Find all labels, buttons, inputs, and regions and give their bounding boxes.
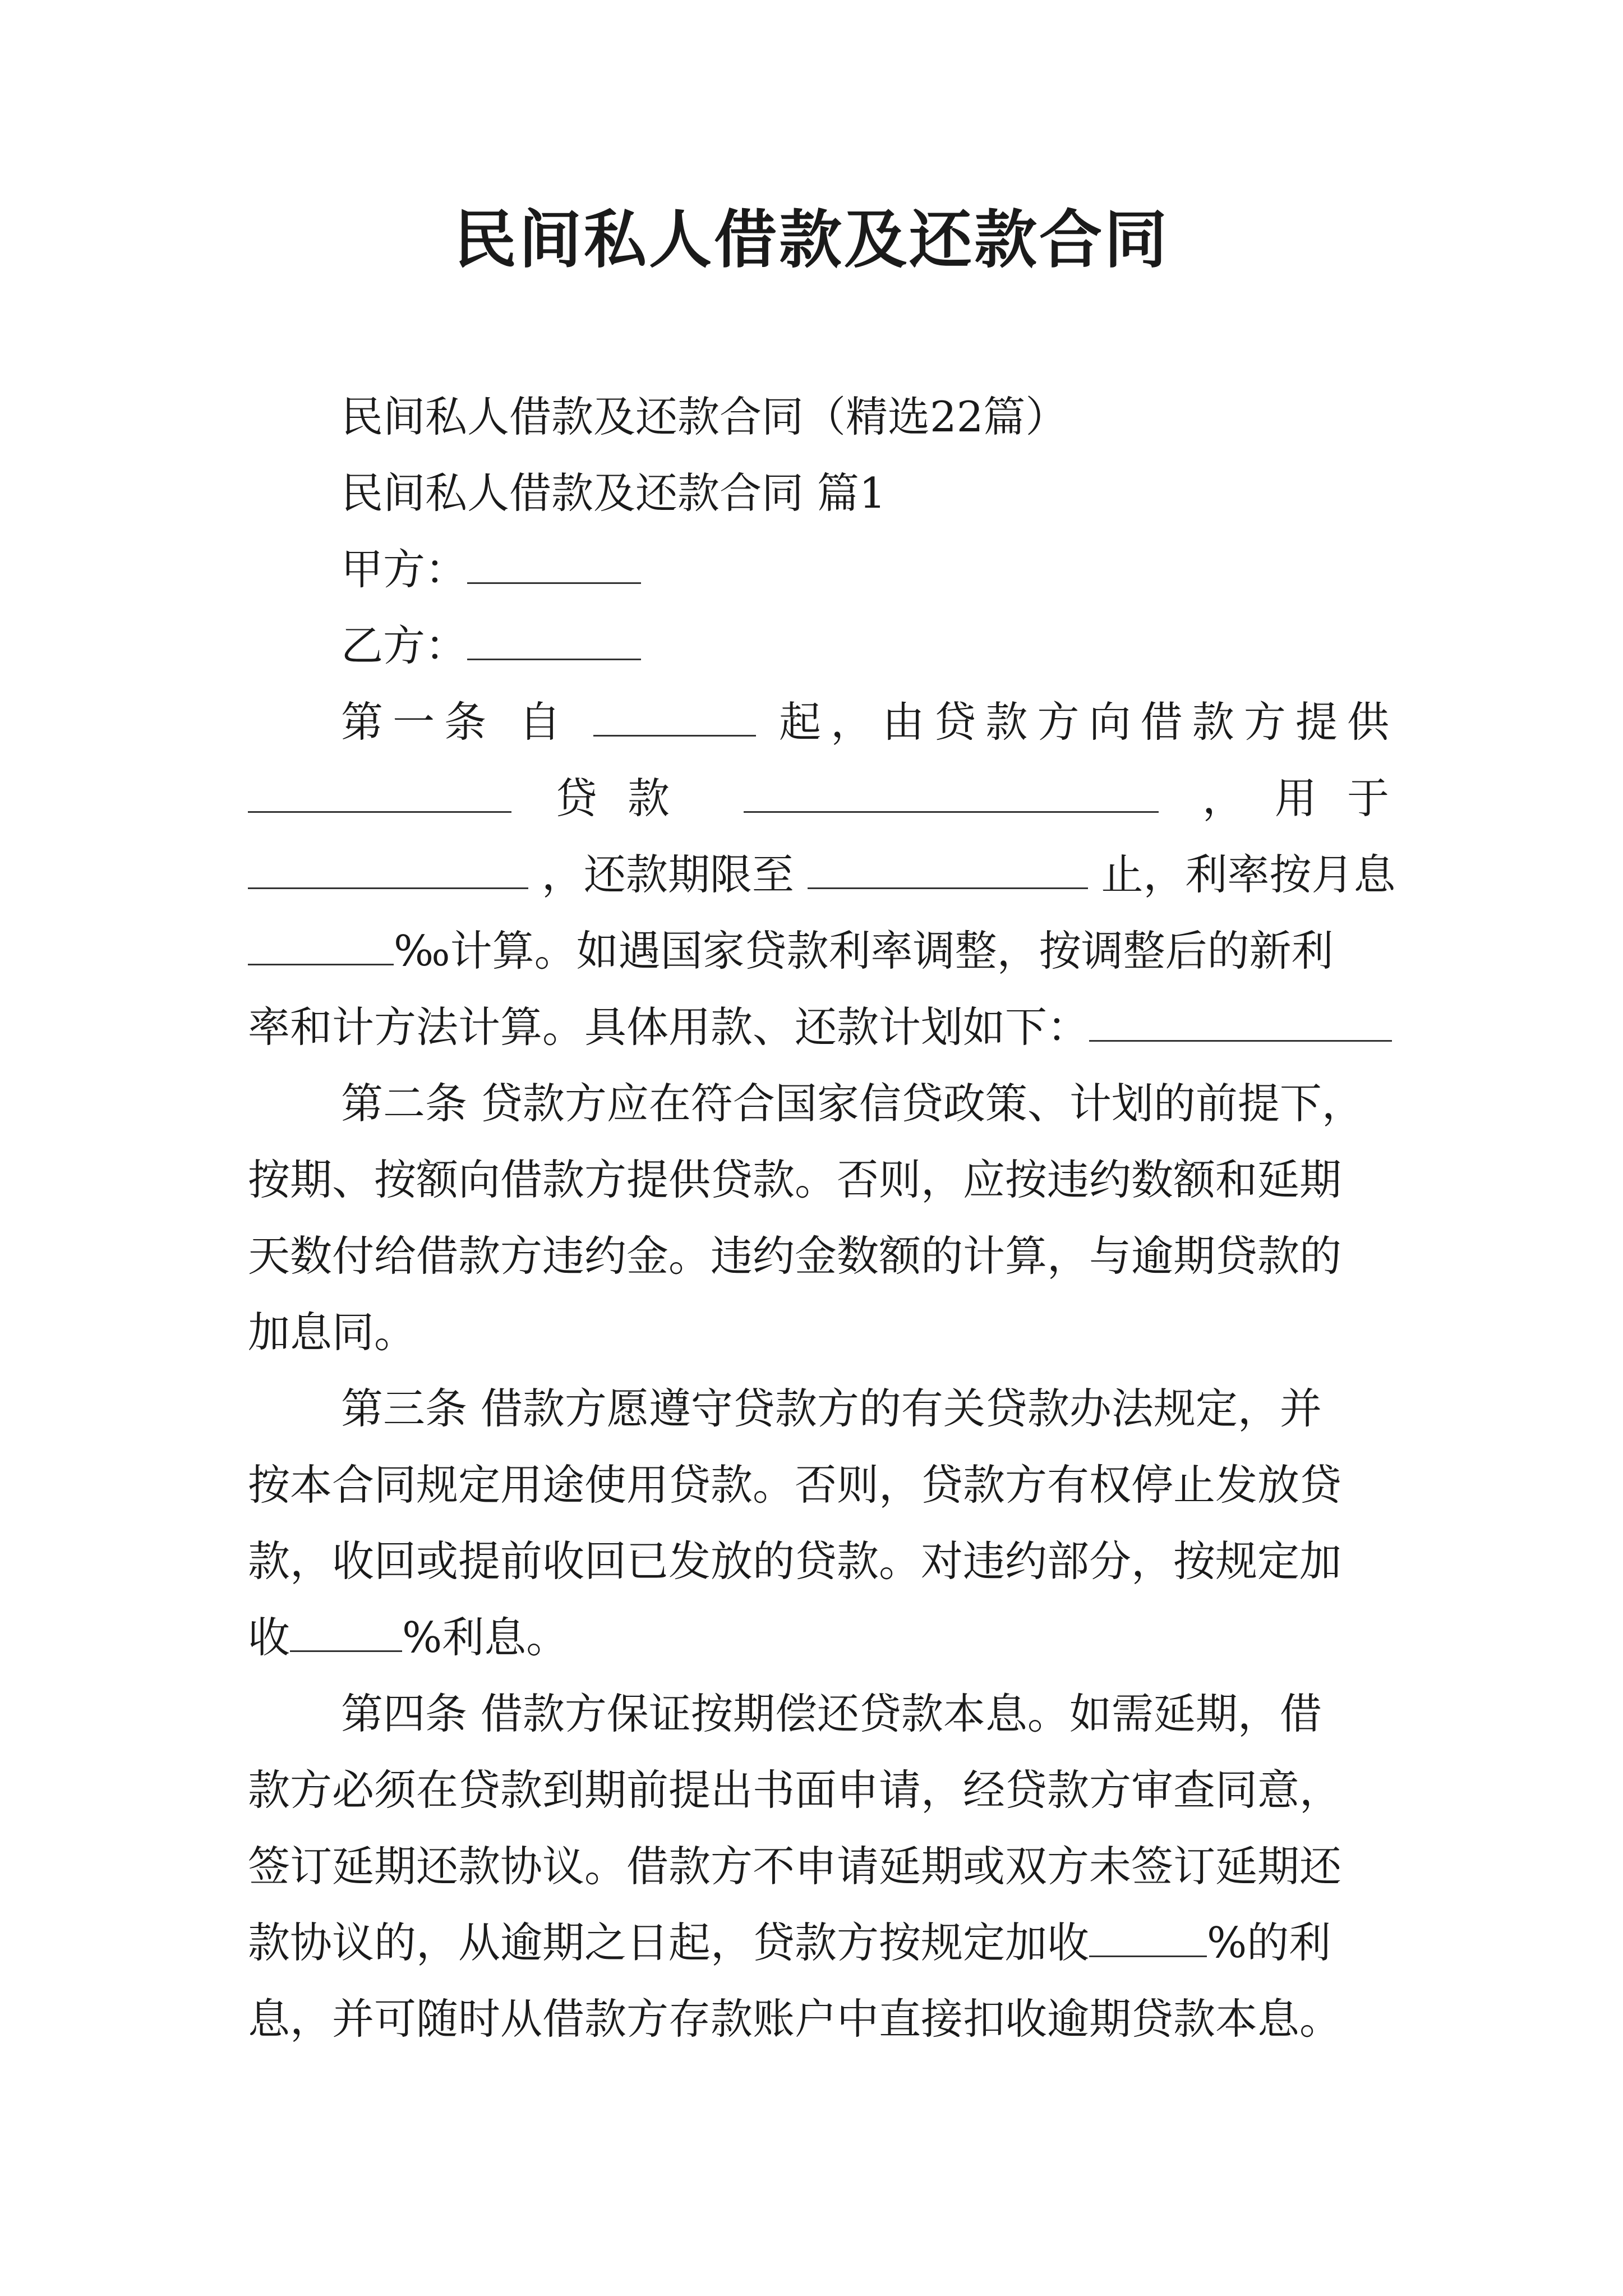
- article1-line1: [248, 684, 1389, 760]
- article1-text: 率和计方法计算。具体用款、还款计划如下：: [248, 1002, 1090, 1052]
- article1-line5: [248, 989, 1389, 1065]
- article1-text: ‰计算。如遇国家贷款利率调整，按调整后的新利: [394, 926, 1334, 976]
- article1-text: ，还款期限至: [541, 850, 794, 899]
- article3-line: [248, 1599, 1389, 1676]
- article4-line: 第四条 借款方保证按期偿还贷款本息。如需延期，借: [341, 1689, 1322, 1738]
- article1-text: 贷款: [555, 774, 700, 823]
- party-b-line: [248, 608, 1389, 684]
- article1-text: 起，由贷款方向借款方提供: [779, 697, 1389, 747]
- party-a-line: [248, 531, 1389, 608]
- repayment-plan-blank: [1089, 1001, 1392, 1042]
- extra-interest-blank: [290, 1611, 402, 1652]
- party-a-blank: [467, 543, 641, 584]
- repayment-deadline-blank: [808, 848, 1088, 889]
- collection-heading: 民间私人借款及还款合同（精选22篇）: [341, 392, 1068, 441]
- article4-text: 款协议的，从逾期之日起，贷款方按规定加收: [248, 1918, 1090, 1967]
- article1-text: ，用于: [1202, 774, 1389, 823]
- document-body: [248, 379, 1396, 2057]
- article4-line: 款方必须在贷款到期前提出书面申请，经贷款方审查同意，: [248, 1765, 1342, 1815]
- loan-amount-blank: [744, 772, 1159, 813]
- article3-line: 第三条 借款方愿遵守贷款方的有关贷款办法规定，并: [341, 1384, 1322, 1433]
- article3-text: %利息。: [402, 1613, 569, 1662]
- article2-line: 天数付给借款方违约金。违约金数额的计算，与逾期贷款的: [248, 1231, 1342, 1281]
- party-a-label: 甲方：: [341, 545, 468, 594]
- loan-type-blank: [248, 772, 511, 813]
- article1-start-date-blank: [593, 696, 756, 737]
- party-b-label: 乙方：: [341, 621, 468, 670]
- article3-text: 收: [248, 1613, 291, 1662]
- overdue-interest-blank: [1089, 1916, 1207, 1957]
- article4-text: %的利: [1207, 1918, 1331, 1967]
- article1-line2: [248, 760, 1389, 836]
- article2-line: 第二条 贷款方应在符合国家信贷政策、计划的前提下，: [341, 1079, 1364, 1128]
- loan-purpose-blank: [248, 848, 528, 889]
- article4-line: 息，并可随时从借款方存款账户中直接扣收逾期贷款本息。: [248, 1994, 1342, 2044]
- article2-line: 按期、按额向借款方提供贷款。否则，应按违约数额和延期: [248, 1155, 1342, 1204]
- article3-line: 款，收回或提前收回已发放的贷款。对违约部分，按规定加: [248, 1536, 1342, 1586]
- article1-line4: [248, 913, 1389, 989]
- interest-rate-blank: [248, 924, 394, 965]
- article3-line: 按本合同规定用途使用贷款。否则，贷款方有权停止发放贷: [248, 1460, 1342, 1510]
- article1-text: 止，利率按月息: [1101, 850, 1396, 899]
- article1-text: 第一条 自: [341, 697, 571, 747]
- piece-heading: 民间私人借款及还款合同 篇1: [341, 468, 886, 518]
- article2-line: 加息同。: [248, 1308, 417, 1357]
- document-title: 民间私人借款及还款合同: [454, 203, 1169, 277]
- article1-line3: [248, 836, 1396, 913]
- party-b-blank: [467, 619, 641, 660]
- article4-line: 签订延期还款协议。借款方不申请延期或双方未签订延期还: [248, 1842, 1342, 1891]
- article4-line: [248, 1904, 1389, 1981]
